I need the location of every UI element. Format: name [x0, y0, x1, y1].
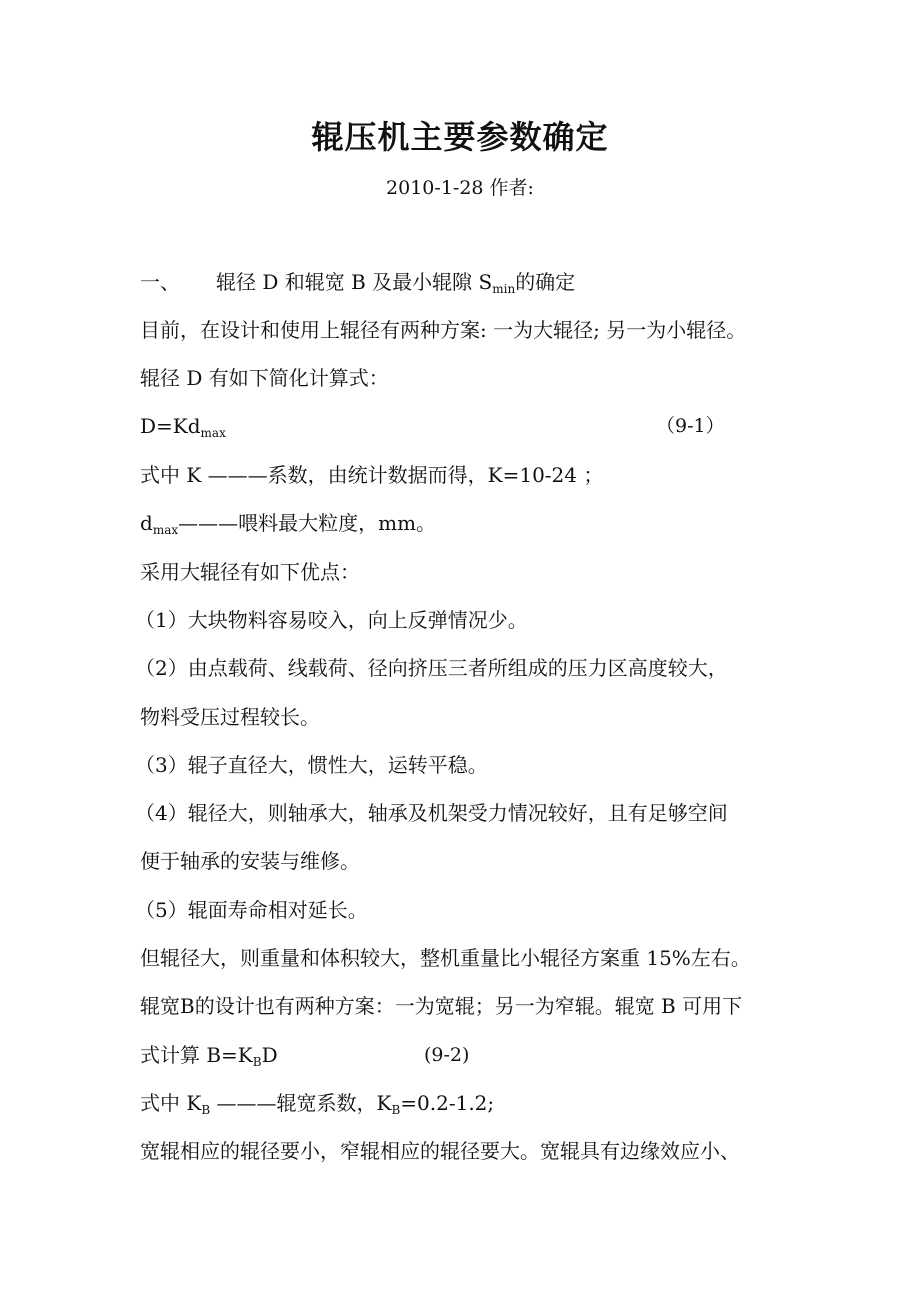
- equation-9-1: [140, 412, 226, 440]
- equation-text: D=Kd: [140, 414, 201, 438]
- equation-9-2: [140, 1041, 278, 1069]
- list-item: （1）大块物料容易咬入，向上反弹情况少。: [135, 608, 528, 632]
- paragraph: 式中 K ———系数，由统计数据而得，K=10-24 ；: [140, 463, 604, 487]
- subscript-min: min: [492, 282, 516, 296]
- equation-number: （9-1）: [656, 415, 725, 437]
- list-item-continuation: 便于轴承的安装与维修。: [140, 849, 360, 873]
- section-heading-tail: 的确定: [515, 270, 576, 294]
- date-author-line: 2010-1-28 作者:: [386, 177, 534, 199]
- equation-number: (9-2): [424, 1044, 470, 1066]
- paragraph: 辊宽B的设计也有两种方案：一为宽辊；另一为窄辊。辊宽 B 可用下: [140, 994, 743, 1018]
- paragraph: [140, 1089, 494, 1117]
- paragraph: [140, 509, 436, 537]
- definition-text: ———喂料最大粒度，mm。: [178, 511, 437, 535]
- list-item: （4）辊径大，则轴承大，轴承及机架受力情况较好，且有足够空间: [135, 801, 728, 825]
- subscript-b: B: [201, 1103, 211, 1117]
- paragraph: 采用大辊径有如下优点：: [140, 560, 360, 584]
- paragraph: 目前，在设计和使用上辊径有两种方案: 一为大辊径; 另一为小辊径。: [140, 318, 747, 342]
- subscript-max: max: [152, 523, 179, 537]
- list-item: （5）辊面寿命相对延长。: [135, 898, 368, 922]
- symbol-k: 式中 K: [140, 1091, 202, 1115]
- equation-text-tail: D: [261, 1043, 278, 1067]
- document-title: 辊压机主要参数确定: [311, 118, 609, 156]
- subscript-b: B: [391, 1103, 401, 1117]
- list-item: （3）辊子直径大，惯性大，运转平稳。: [135, 753, 488, 777]
- definition-text: ———辊宽系数，K: [210, 1091, 392, 1115]
- section-heading-text: 辊径 D 和辊宽 B 及最小辊隙 S: [216, 270, 493, 294]
- symbol-d: d: [140, 511, 153, 535]
- definition-range: =0.2-1.2;: [400, 1091, 495, 1115]
- subscript-b: B: [252, 1055, 262, 1069]
- paragraph: 宽辊相应的辊径要小，窄辊相应的辊径要大。宽辊具有边缘效应小、: [140, 1139, 740, 1163]
- equation-text: 式计算 B=K: [140, 1043, 253, 1067]
- section-heading-1: [140, 268, 575, 296]
- section-number: 一、: [140, 270, 180, 294]
- paragraph: 辊径 D 有如下简化计算式：: [140, 366, 389, 390]
- paragraph: 但辊径大，则重量和体积较大，整机重量比小辊径方案重 15%左右。: [140, 946, 751, 970]
- list-item-continuation: 物料受压过程较长。: [140, 705, 320, 729]
- subscript-max: max: [200, 426, 226, 440]
- list-item: （2）由点载荷、线载荷、径向挤压三者所组成的压力区高度较大，: [135, 656, 728, 680]
